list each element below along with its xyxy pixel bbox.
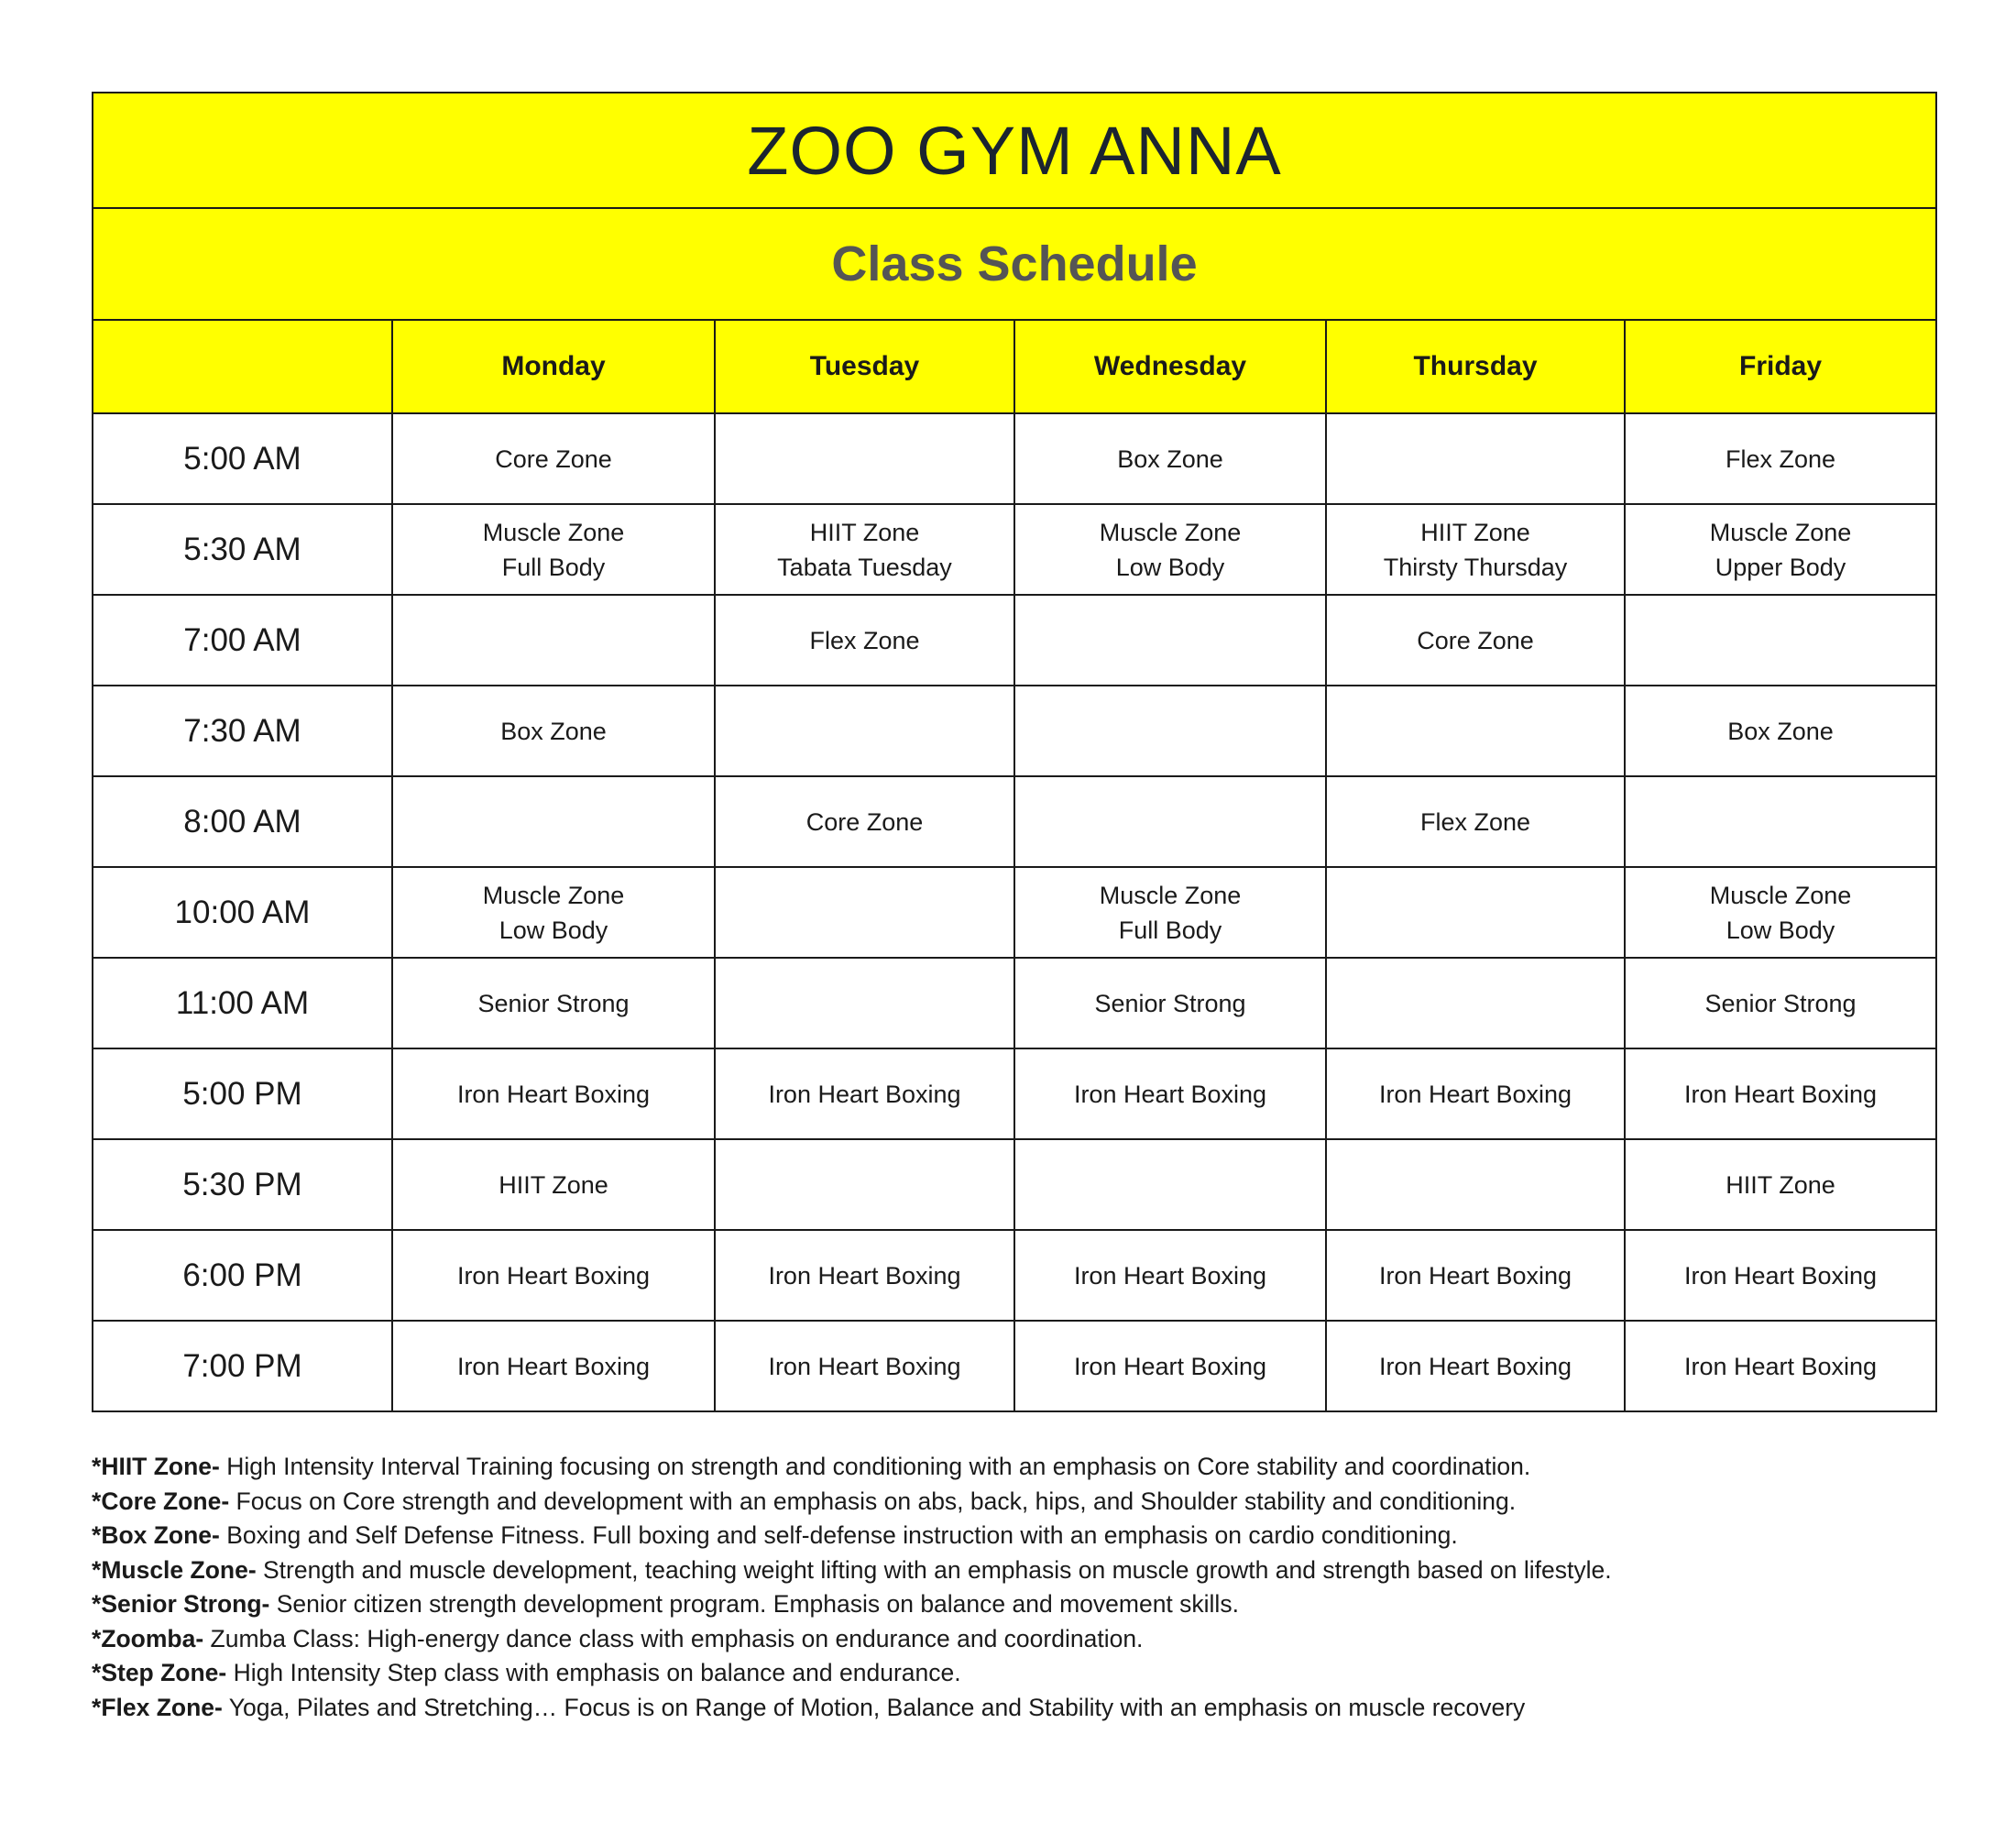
class-name: Iron Heart Boxing (1683, 1352, 1878, 1380)
class-cell-monday (392, 504, 715, 595)
table-row (93, 958, 1936, 1048)
class-cell-monday (392, 595, 715, 686)
time-cell: 5:30 AM (93, 504, 392, 595)
day-header-wednesday: Wednesday (1014, 320, 1326, 413)
class-name: Iron Heart Boxing (1073, 1080, 1267, 1108)
class-name: Senior Strong (1704, 989, 1857, 1017)
class-name: Iron Heart Boxing (456, 1080, 651, 1108)
time-cell: 5:30 PM (93, 1139, 392, 1230)
class-cell-friday (1625, 413, 1936, 504)
table-row (93, 595, 1936, 686)
class-name: Core Zone (805, 807, 924, 836)
class-cell-tuesday (715, 504, 1014, 595)
day-header-row (93, 320, 1936, 413)
class-cell-wednesday (1014, 1048, 1326, 1139)
schedule-subtitle: Class Schedule (93, 208, 1936, 320)
note-text: Zumba Class: High-energy dance class with emphasis on endurance and coordination. (203, 1624, 1144, 1652)
class-cell-tuesday (715, 776, 1014, 867)
class-name: Box Zone (1117, 445, 1223, 473)
class-cell-wednesday (1014, 595, 1326, 686)
note-text: Strength and muscle development, teaching weight lifting with an emphasis on muscle growth and strength based on lifestyle. (256, 1555, 1612, 1584)
class-cell-friday (1625, 504, 1936, 595)
class-descriptions (92, 1450, 1970, 1725)
note-text: Yoga, Pilates and Stretching… Focus is on Range of Motion, Balance and Stability with an emphasis on muscle recovery (222, 1693, 1526, 1721)
class-cell-tuesday (715, 1230, 1014, 1321)
class-cell-friday (1625, 958, 1936, 1048)
class-cell-monday (392, 1321, 715, 1411)
class-name: Muscle Zone (1099, 518, 1242, 546)
class-name: Full Body (1118, 916, 1222, 944)
class-name: Box Zone (1727, 717, 1834, 745)
note-term: *Muscle Zone- (92, 1555, 257, 1584)
class-cell-monday (392, 1230, 715, 1321)
note-line (92, 1587, 1970, 1622)
class-name: Muscle Zone (1709, 518, 1852, 546)
note-term: *Step Zone- (92, 1659, 227, 1686)
day-header-monday: Monday (392, 320, 715, 413)
table-row (93, 1321, 1936, 1411)
class-cell-wednesday (1014, 1321, 1326, 1411)
note-line (92, 1656, 1970, 1691)
class-cell-thursday (1326, 413, 1625, 504)
class-cell-thursday (1326, 595, 1625, 686)
class-cell-monday (392, 686, 715, 776)
page-title: ZOO GYM ANNA (93, 93, 1936, 208)
class-cell-friday (1625, 1321, 1936, 1411)
class-name: Iron Heart Boxing (1378, 1261, 1572, 1290)
class-name: Muscle Zone (482, 881, 625, 909)
class-name: Iron Heart Boxing (1378, 1080, 1572, 1108)
class-name: HIIT Zone (809, 518, 920, 546)
class-cell-friday (1625, 686, 1936, 776)
class-name: Muscle Zone (482, 518, 625, 546)
time-cell: 7:00 PM (93, 1321, 392, 1411)
class-cell-tuesday (715, 958, 1014, 1048)
note-line (92, 1622, 1970, 1657)
class-name: Full Body (501, 553, 606, 581)
note-term: *HIIT Zone- (92, 1453, 220, 1480)
class-name: Senior Strong (1094, 989, 1246, 1017)
class-name: HIIT Zone (499, 1170, 608, 1199)
note-term: *Core Zone- (92, 1487, 230, 1515)
class-name: Iron Heart Boxing (768, 1080, 961, 1108)
class-cell-thursday (1326, 958, 1625, 1048)
class-cell-monday (392, 776, 715, 867)
table-row (93, 413, 1936, 504)
class-name: Senior Strong (477, 989, 630, 1017)
time-cell: 8:00 AM (93, 776, 392, 867)
class-cell-friday (1625, 595, 1936, 686)
class-cell-wednesday (1014, 686, 1326, 776)
class-cell-thursday (1326, 1139, 1625, 1230)
class-cell-wednesday (1014, 958, 1326, 1048)
table-row (93, 867, 1936, 958)
class-cell-thursday (1326, 686, 1625, 776)
class-name: Box Zone (500, 717, 607, 745)
class-cell-friday (1625, 1139, 1936, 1230)
class-name: Iron Heart Boxing (1073, 1261, 1267, 1290)
class-cell-thursday (1326, 776, 1625, 867)
note-line (92, 1691, 1970, 1726)
class-name: Flex Zone (1419, 807, 1531, 836)
time-cell: 5:00 PM (93, 1048, 392, 1139)
class-name: Flex Zone (1725, 445, 1836, 473)
class-cell-thursday (1326, 504, 1625, 595)
table-row (93, 1048, 1936, 1139)
time-cell: 10:00 AM (93, 867, 392, 958)
note-text: High Intensity Step class with emphasis on balance and endurance. (226, 1659, 961, 1686)
class-cell-tuesday (715, 595, 1014, 686)
class-name: Iron Heart Boxing (768, 1352, 961, 1380)
note-line (92, 1519, 1970, 1553)
table-row (93, 776, 1936, 867)
note-text: Boxing and Self Defense Fitness. Full boxing and self-defense instruction with an emphasis on cardio conditioning. (219, 1521, 1458, 1549)
class-cell-friday (1625, 776, 1936, 867)
class-cell-friday (1625, 1230, 1936, 1321)
class-cell-tuesday (715, 413, 1014, 504)
schedule-sheet (92, 92, 1935, 1412)
note-term: *Box Zone- (92, 1521, 220, 1549)
note-term: *Flex Zone- (92, 1693, 223, 1721)
note-text: Senior citizen strength development program. Emphasis on balance and movement skills. (269, 1590, 1239, 1618)
note-text: Focus on Core strength and development with an emphasis on abs, back, hips, and Shoulder stability and conditioning. (229, 1487, 1517, 1515)
class-name: HIIT Zone (1420, 518, 1530, 546)
class-cell-monday (392, 958, 715, 1048)
class-name: Thirsty Thursday (1383, 553, 1568, 581)
class-cell-tuesday (715, 867, 1014, 958)
table-row (93, 686, 1936, 776)
note-text: High Intensity Interval Training focusing on strength and conditioning with an emphasis on Core stability and coordination. (219, 1453, 1531, 1480)
class-name: Iron Heart Boxing (1073, 1352, 1267, 1380)
class-cell-wednesday (1014, 413, 1326, 504)
class-name: Flex Zone (809, 626, 920, 654)
class-name: Iron Heart Boxing (768, 1261, 961, 1290)
class-cell-monday (392, 867, 715, 958)
time-cell: 5:00 AM (93, 413, 392, 504)
day-header-thursday: Thursday (1326, 320, 1625, 413)
table-row (93, 1139, 1936, 1230)
class-name: Core Zone (495, 445, 612, 473)
class-cell-friday (1625, 1048, 1936, 1139)
note-term: *Senior Strong- (92, 1590, 270, 1618)
class-cell-monday (392, 1048, 715, 1139)
schedule-table (92, 92, 1937, 1412)
day-header-friday: Friday (1625, 320, 1936, 413)
class-cell-monday (392, 413, 715, 504)
class-cell-wednesday (1014, 1230, 1326, 1321)
class-cell-tuesday (715, 1321, 1014, 1411)
time-cell: 7:30 AM (93, 686, 392, 776)
time-cell: 11:00 AM (93, 958, 392, 1048)
class-cell-thursday (1326, 1230, 1625, 1321)
table-row (93, 1230, 1936, 1321)
class-name: Low Body (1115, 553, 1225, 581)
class-cell-thursday (1326, 867, 1625, 958)
class-name: Iron Heart Boxing (1683, 1261, 1878, 1290)
class-name: Iron Heart Boxing (1683, 1080, 1878, 1108)
time-cell: 7:00 AM (93, 595, 392, 686)
note-line (92, 1450, 1970, 1485)
class-name: Iron Heart Boxing (456, 1261, 651, 1290)
class-name: Upper Body (1715, 553, 1846, 581)
class-cell-friday (1625, 867, 1936, 958)
class-name: HIIT Zone (1726, 1170, 1835, 1199)
class-cell-wednesday (1014, 867, 1326, 958)
class-cell-wednesday (1014, 1139, 1326, 1230)
corner-header-cell (93, 320, 392, 413)
class-cell-tuesday (715, 686, 1014, 776)
day-header-tuesday: Tuesday (715, 320, 1014, 413)
class-name: Muscle Zone (1709, 881, 1852, 909)
class-cell-wednesday (1014, 504, 1326, 595)
class-name: Tabata Tuesday (777, 553, 952, 581)
class-name: Low Body (499, 916, 608, 944)
class-name: Muscle Zone (1099, 881, 1242, 909)
note-term: *Zoomba- (92, 1624, 204, 1652)
class-name: Core Zone (1417, 626, 1534, 654)
note-line (92, 1485, 1970, 1520)
table-row (93, 504, 1936, 595)
class-cell-tuesday (715, 1139, 1014, 1230)
class-cell-tuesday (715, 1048, 1014, 1139)
class-cell-thursday (1326, 1321, 1625, 1411)
note-line (92, 1553, 1970, 1588)
class-cell-monday (392, 1139, 715, 1230)
class-name: Iron Heart Boxing (456, 1352, 651, 1380)
class-cell-wednesday (1014, 776, 1326, 867)
class-name: Low Body (1726, 916, 1835, 944)
class-cell-thursday (1326, 1048, 1625, 1139)
class-name: Iron Heart Boxing (1378, 1352, 1572, 1380)
time-cell: 6:00 PM (93, 1230, 392, 1321)
